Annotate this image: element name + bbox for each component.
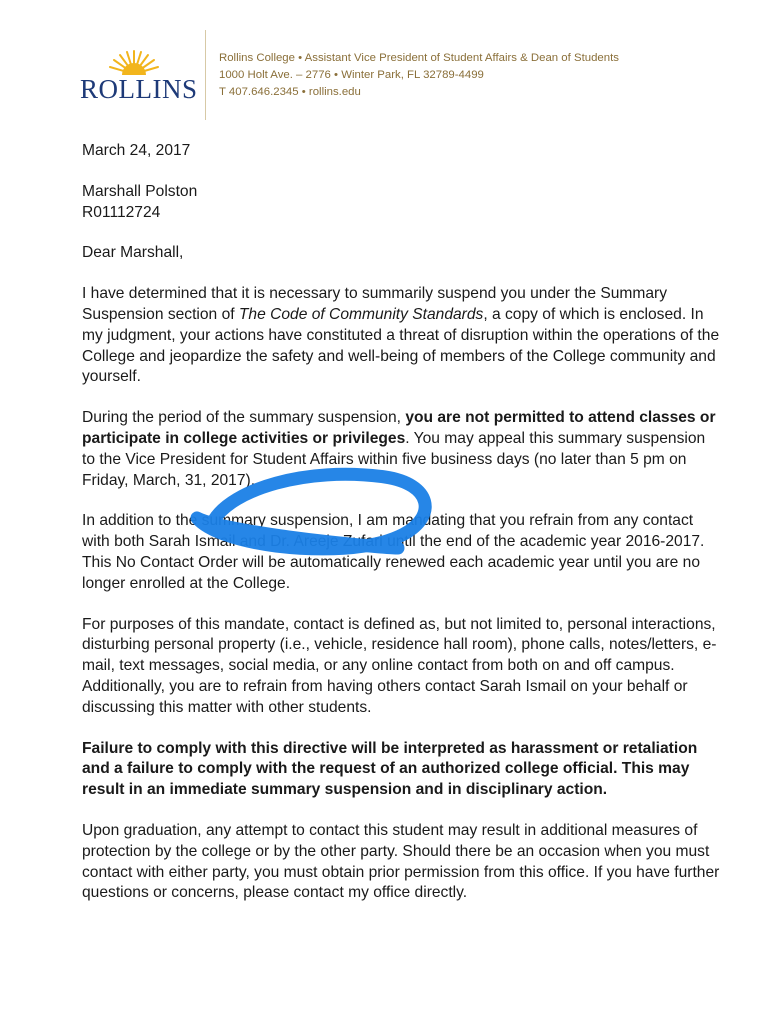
address-line-3: T 407.646.2345 • rollins.edu (219, 86, 361, 98)
letterhead (0, 0, 768, 140)
rollins-logo (80, 48, 198, 104)
p1-text-b: , a copy of which is enclosed. In my judgment, your actions have constituted a threat of disruption within the operations of the College and jeopardize the safety and well-being of members of the College community and yourself. (82, 305, 720, 386)
letterhead-address (219, 50, 619, 101)
recipient-name: Marshall Polston (82, 182, 198, 200)
logo-wordmark: ROLLINS (80, 74, 198, 104)
sun-icon (108, 48, 160, 76)
p2-text-a: During the period of the summary suspension, (82, 409, 406, 427)
letter-date: March 24, 2017 (82, 142, 191, 159)
paragraph-warning: Failure to comply with this directive will be interpreted as harassment or retaliation and a failure to comply with the request of an authorized college official. This may result in an immediate summary suspension and in disciplinary action. (82, 739, 698, 799)
paragraph-suspension (82, 284, 722, 388)
paragraph-contact-definition: For purposes of this mandate, contact is defined as, but not limited to, personal interactions, disturbing personal property (i.e., vehicle, residence hall room), phone calls, notes/letters, e-mail, text messages, social media, or any online contact from both on and off campus. Additionally, you are to refrain from having others contact Sarah Ismail on your behalf or discussing this matter with other students. (82, 615, 717, 716)
p1-text-a: I have determined that it is necessary to summarily suspend you under the Summary Suspension section of (82, 285, 668, 323)
paragraph-restrictions (82, 408, 722, 491)
code-title: The Code of Community Standards (238, 305, 484, 323)
p2-text-b: . You may appeal this summary suspension to the Vice President for Student Affairs within five business days (no later than 5 pm on Friday, March, 31, 2017). (82, 429, 706, 489)
p2-bold-text: you are not permitted to attend classes or participate in college activities or privileges (82, 409, 716, 447)
recipient-id: R01112724 (82, 203, 161, 221)
address-line-2: 1000 Holt Ave. – 2776 • Winter Park, FL 32789-4499 (219, 69, 484, 81)
salutation: Dear Marshall, (82, 244, 184, 262)
letter-body (82, 141, 722, 904)
address-line-1: Rollins College • Assistant Vice President of Student Affairs & Dean of Students (219, 52, 619, 64)
paragraph-graduation: Upon graduation, any attempt to contact this student may result in additional measures of protection by the college or by the other party. Should there be an occasion when you must contact with either party, you must obtain prior permission from this office. If you have further questions or concerns, please contact my office directly. (82, 821, 720, 902)
letterhead-divider (205, 30, 206, 120)
paragraph-no-contact: In addition to the summary suspension, I am mandating that you refrain from any contact with both Sarah Ismail and Dr. Areeje Zufari until the end of the academic year 2016-2017. This No Contact Order will be automatically renewed each academic year until you are no longer enrolled at the College. (82, 512, 705, 592)
